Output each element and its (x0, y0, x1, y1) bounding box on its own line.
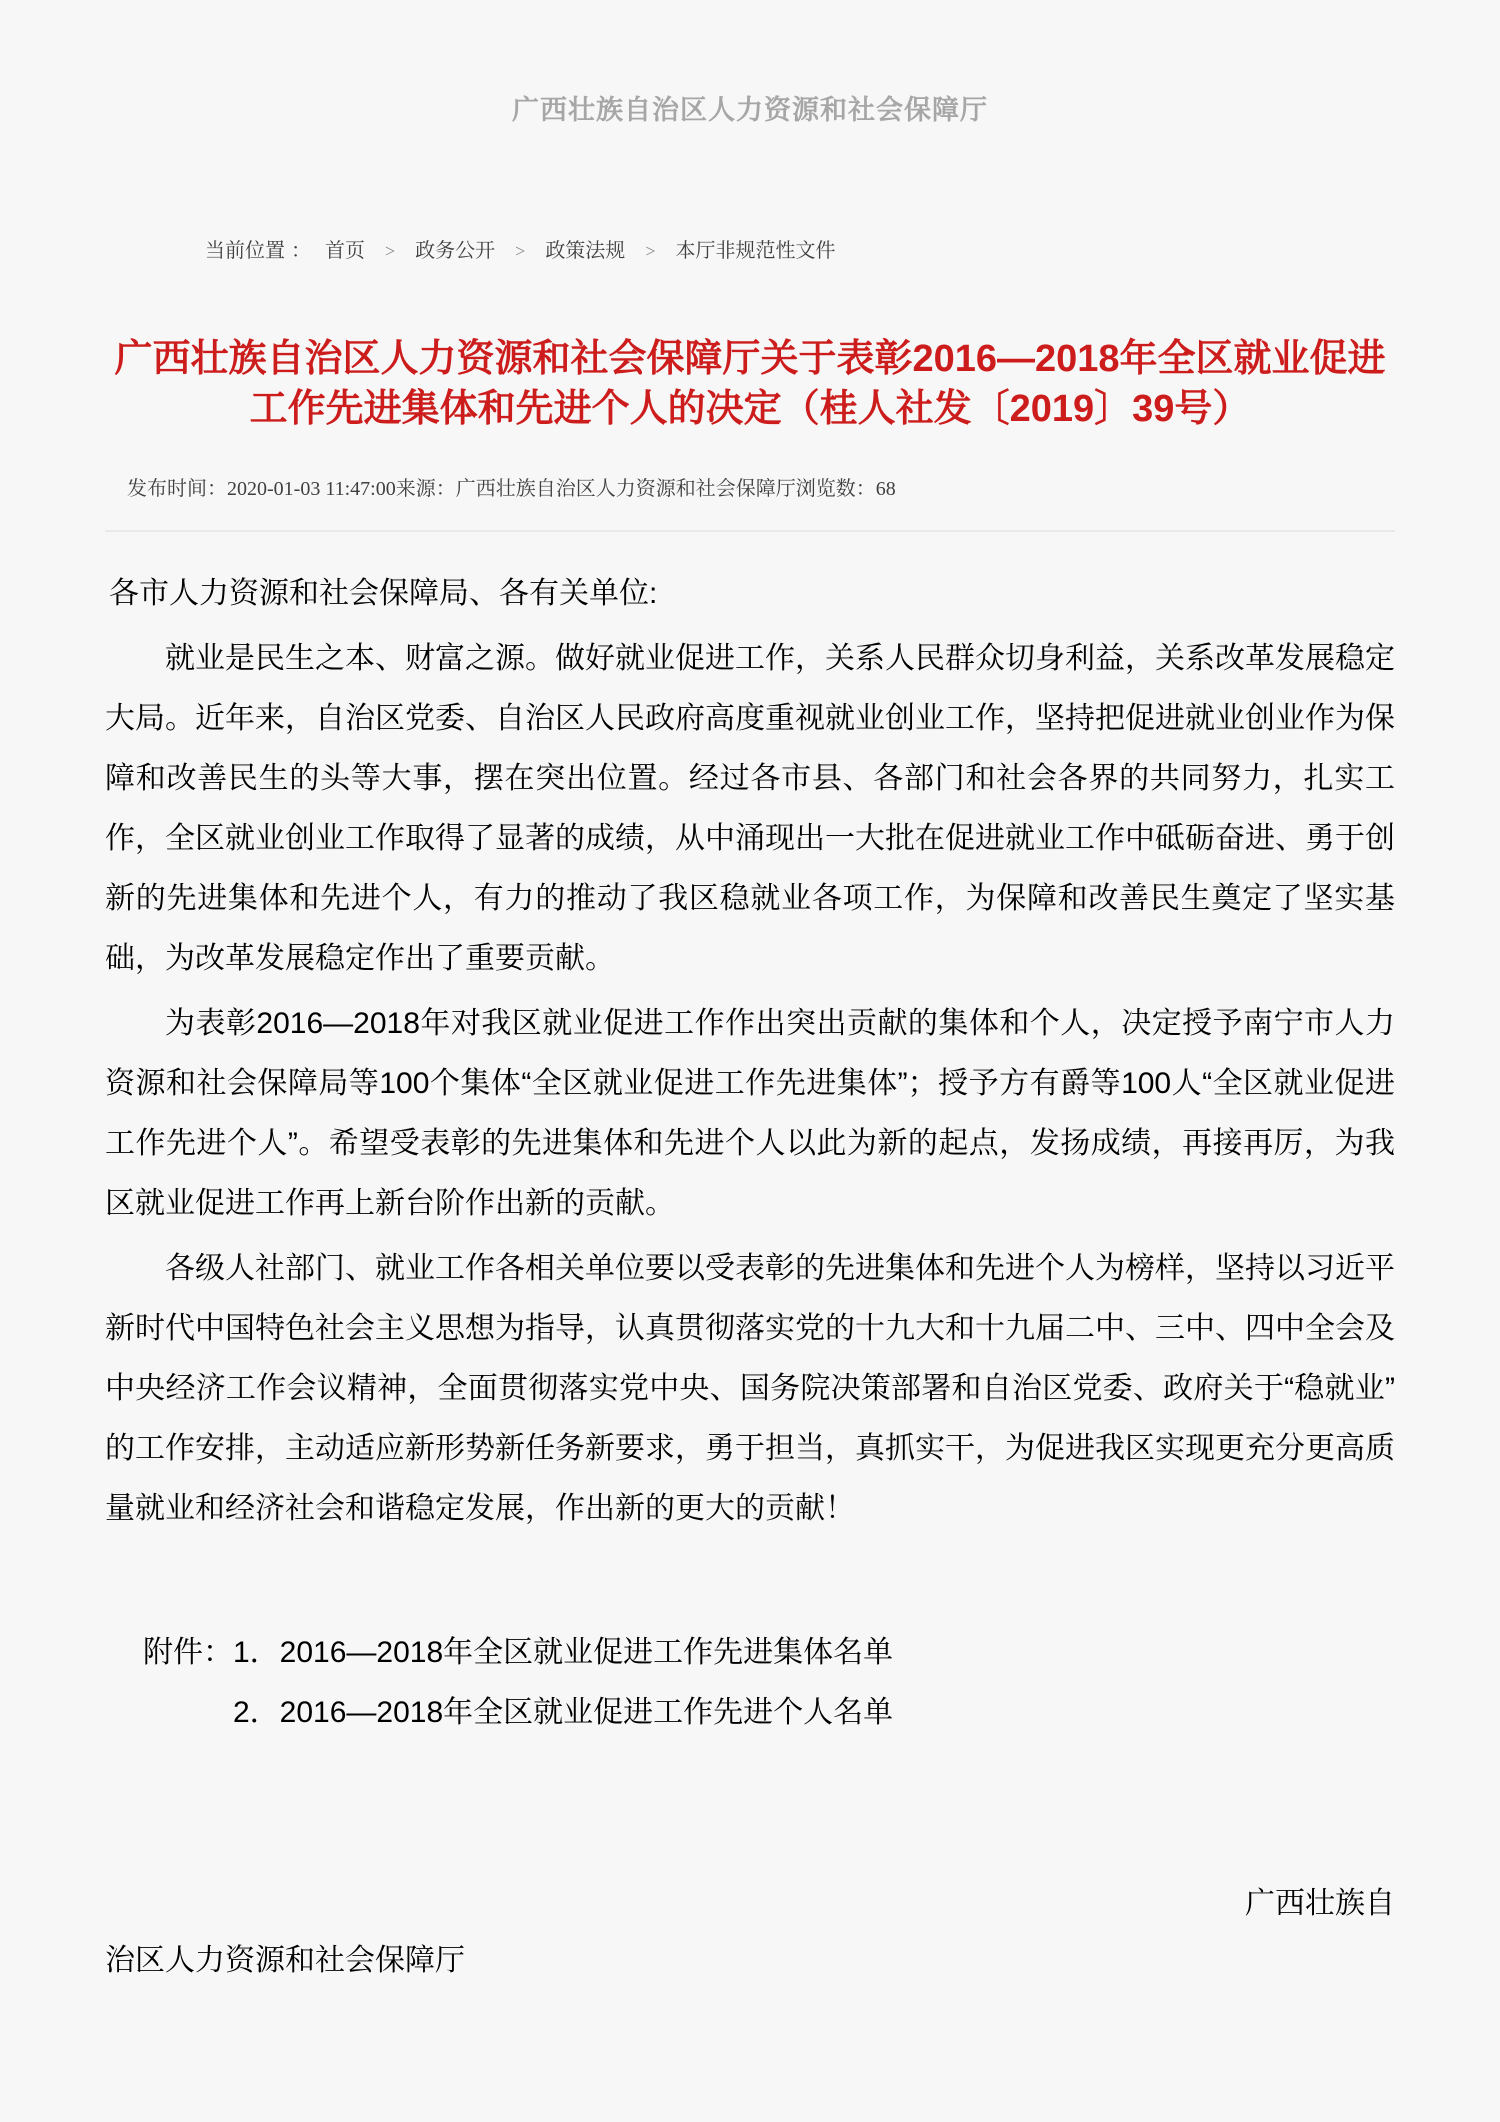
publish-time-value: 2020-01-03 11:47:00 (227, 478, 396, 500)
divider (105, 530, 1395, 532)
publish-time-label: 发布时间： (127, 478, 227, 500)
breadcrumb-link-nonnormative-documents[interactable]: 本厅非规范性文件 (675, 240, 836, 262)
attachments (105, 1623, 1395, 1743)
signature-line-1: 广西壮族自 (1245, 1887, 1395, 1920)
body-paragraph-2: 为表彰2016—2018年对我区就业促进工作作出突出贡献的集体和个人，决定授予南宁市人力资源和社会保障局等100个集体“全区就业促进工作先进集体”；授予方有爵等100人“全区就业促进工作先进个人”。希望受表彰的先进集体和先进个人以此为新的起点，发扬成绩，再接再厉，为我区就业促进工作再上新台阶作出新的贡献。 (105, 1007, 1395, 1220)
source-value: 广西壮族自治区人力资源和社会保障厅 (455, 478, 796, 500)
attachments-label: 附件： (143, 1636, 233, 1669)
breadcrumb-separator-icon: > (515, 241, 526, 261)
breadcrumb-link-policies[interactable]: 政策法规 (545, 240, 626, 262)
views-label: 浏览数： (795, 478, 876, 500)
attachment-item-1: 1．2016—2018年全区就业促进工作先进集体名单 (233, 1636, 894, 1669)
body-paragraph-3: 各级人社部门、就业工作各相关单位要以受表彰的先进集体和先进个人为榜样，坚持以习近平新时代中国特色社会主义思想为指导，认真贯彻落实党的十九大和十九届二中、三中、四中全会及中央经济工作会议精神，全面贯彻落实党中央、国务院决策部署和自治区党委、政府关于“稳就业”的工作安排，主动适应新形势新任务新要求，勇于担当，真抓实干，为促进我区实现更充分更高质量就业和经济社会和谐稳定发展，作出新的更大的贡献！ (105, 1252, 1395, 1525)
breadcrumb-label: 当前位置 (205, 240, 285, 262)
breadcrumb-colon: ： (291, 240, 311, 262)
breadcrumb-link-home[interactable]: 首页 (325, 240, 365, 262)
article-title: 广西壮族自治区人力资源和社会保障厅关于表彰2016—2018年全区就业促进工作先进集体和先进个人的决定（桂人社发〔2019〕39号） (114, 338, 1386, 430)
breadcrumb (105, 238, 1395, 264)
attachment-item-2: 2．2016—2018年全区就业促进工作先进个人名单 (233, 1696, 894, 1729)
signature-line-2: 治区人力资源和社会保障厅 (105, 1944, 465, 1977)
source-label: 来源： (395, 478, 456, 500)
breadcrumb-separator-icon: > (645, 241, 656, 261)
breadcrumb-separator-icon: > (385, 241, 396, 261)
site-header-title: 广西壮族自治区人力资源和社会保障厅 (512, 95, 988, 125)
article-meta (105, 476, 1395, 502)
attachment-line (143, 1623, 1395, 1683)
attachment-line (233, 1683, 1395, 1743)
page-content (105, 0, 1395, 1989)
breadcrumb-link-government-affairs[interactable]: 政务公开 (415, 240, 496, 262)
signature (105, 1875, 1395, 1989)
article-body (105, 564, 1395, 1989)
body-paragraph-1: 就业是民生之本、财富之源。做好就业促进工作，关系人民群众切身利益，关系改革发展稳定大局。近年来，自治区党委、自治区人民政府高度重视就业创业工作，坚持把促进就业创业作为保障和改善民生的头等大事，摆在突出位置。经过各市县、各部门和社会各界的共同努力，扎实工作，全区就业创业工作取得了显著的成绩，从中涌现出一大批在促进就业工作中砥砺奋进、勇于创新的先进集体和先进个人，有力的推动了我区稳就业各项工作，为保障和改善民生奠定了坚实基础，为改革发展稳定作出了重要贡献。 (105, 642, 1395, 975)
views-value: 68 (875, 478, 896, 500)
salutation: 各市人力资源和社会保障局、各有关单位: (109, 577, 658, 610)
